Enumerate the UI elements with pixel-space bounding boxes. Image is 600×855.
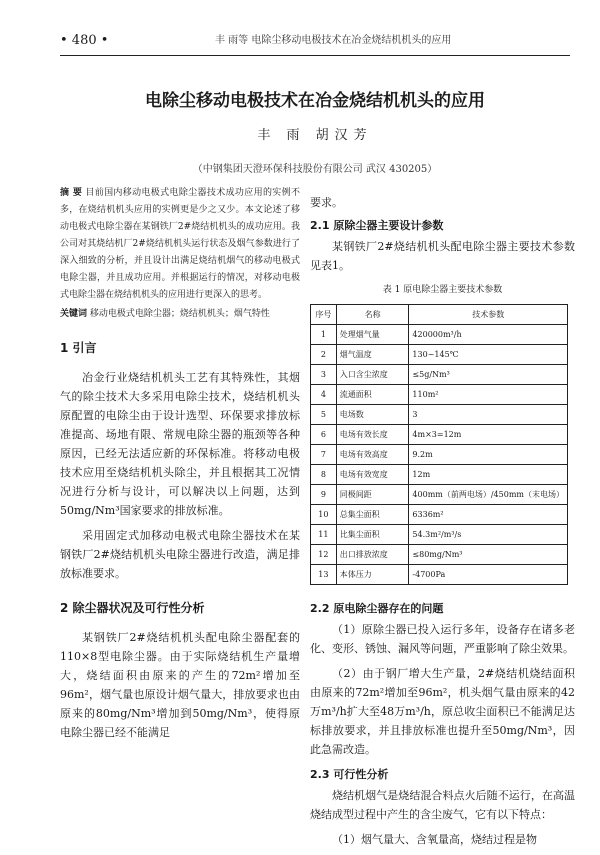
param-name: 入口含尘浓度 <box>336 365 409 385</box>
param-name: 电场有效高度 <box>336 445 409 465</box>
authors: 丰 雨 胡汉芳 <box>257 128 373 143</box>
section-2-3-paragraph-1: 烧结机烟气是烧结混合料点火后随不运行，在高温烧结成型过程中产生的含尘废气，它有以下特点： <box>310 789 575 821</box>
row-number: 3 <box>311 365 337 385</box>
param-name: 同极间距 <box>336 485 409 505</box>
row-number: 10 <box>311 505 337 525</box>
page-number: • 480 • <box>60 33 109 48</box>
table-row <box>311 545 568 565</box>
table-row <box>311 345 568 365</box>
param-value: 3 <box>409 405 568 425</box>
section-2-3-heading: 2.3 可行性分析 <box>310 768 389 781</box>
table-row <box>311 445 568 465</box>
keywords <box>60 306 300 323</box>
param-value: 54.3m²/m³/s <box>409 525 568 545</box>
table-header-cell: 技术参数 <box>409 305 568 325</box>
table-header-cell: 序号 <box>311 305 337 325</box>
param-name: 电场数 <box>336 405 409 425</box>
section-2-1-heading: 2.1 原除尘器主要设计参数 <box>310 219 444 232</box>
param-value: -4700Pa <box>409 565 568 585</box>
param-name: 烟气温度 <box>336 345 409 365</box>
table-header-cell: 名称 <box>336 305 409 325</box>
row-number: 9 <box>311 485 337 505</box>
param-name: 电场有效长度 <box>336 425 409 445</box>
table-row <box>311 565 568 585</box>
table-caption: 表 1 原电除尘器主要技术参数 <box>382 285 503 295</box>
param-name: 电场有效宽度 <box>336 465 409 485</box>
abstract-text: 目前国内移动电极式电除尘器技术成功应用的实例不多，在烧结机机头应用的实例更是少之又少。本文论述了移动电极式电除尘器在某钢铁厂2#烧结机机头的成功应用。我公司对其烧结机厂2#烧结机机头运行状态及烟气参数进行了深入细致的分析，并且设计出满足烧结机烟气的移动电极式电除尘器，并且成功应用。并根据运行的情况，对移动电极式电除尘器在烧结机机头的应用进行更深入的思考。 <box>60 188 300 300</box>
param-name: 总集尘面积 <box>336 505 409 525</box>
keywords-label: 关键词 <box>60 309 88 319</box>
row-number: 2 <box>311 345 337 365</box>
row-number: 1 <box>311 325 337 345</box>
row-number: 6 <box>311 425 337 445</box>
abstract <box>60 185 300 304</box>
param-value: 9.2m <box>409 445 568 465</box>
running-title: 丰 雨等 电除尘移动电极技术在冶金烧结机机头的应用 <box>215 35 452 46</box>
param-value: 400mm（前两电场）/450mm（末电场） <box>409 485 568 505</box>
table-header-row <box>311 305 568 325</box>
param-name: 出口排放浓度 <box>336 545 409 565</box>
section-1-paragraph-2: 采用固定式加移动电极式电除尘器技术在某钢铁厂2#烧结机机头电除尘器进行改造，满足排放标准要求。 <box>60 529 300 580</box>
param-name: 本体压力 <box>336 565 409 585</box>
param-value: 12m <box>409 465 568 485</box>
row-number: 5 <box>311 405 337 425</box>
paper-title: 电除尘移动电极技术在冶金烧结机机头的应用 <box>145 91 485 111</box>
param-value: ≤5g/Nm³ <box>409 365 568 385</box>
section-2-2-paragraph-2: （2）由于钢厂增大生产量，2#烧结机烧结面积由原来的72m²增加至96m²，机头烟气量由原来的42万m³/h扩大至48万m³/h，原总收尘面积已不能满足达标排放要求，并且排放标准也提升至50mg/Nm³，因此急需改造。 <box>310 667 575 756</box>
param-name: 流通面积 <box>336 385 409 405</box>
running-header <box>60 30 570 52</box>
param-value: 130~145℃ <box>409 345 568 365</box>
table-row <box>311 405 568 425</box>
table-row <box>311 365 568 385</box>
param-value: 4m×3=12m <box>409 425 568 445</box>
right-column <box>310 193 575 855</box>
section-2-paragraph-1-continued: 要求。 <box>310 196 343 209</box>
row-number: 11 <box>311 525 337 545</box>
section-2-1-text: 某钢铁厂2#烧结机机头配电除尘器主要技术参数见表1。 <box>310 240 575 272</box>
section-2-2-paragraph-1: （1）原除尘器已投入运行多年，设备存在诸多老化、变形、锈蚀、漏风等问题，严重影响了除尘效果。 <box>310 623 575 655</box>
table-row <box>311 525 568 545</box>
left-column <box>60 185 300 748</box>
row-number: 13 <box>311 565 337 585</box>
param-name: 比集尘面积 <box>336 525 409 545</box>
row-number: 7 <box>311 445 337 465</box>
table-row <box>311 385 568 405</box>
param-name: 处理烟气量 <box>336 325 409 345</box>
table-row <box>311 485 568 505</box>
section-1-heading: 1 引言 <box>60 341 97 355</box>
section-2-3-paragraph-2: （1）烟气量大、含氧量高，烧结过程是物 <box>332 833 537 846</box>
header-rule <box>60 55 570 56</box>
param-value: 420000m³/h <box>409 325 568 345</box>
section-2-heading: 2 除尘器状况及可行性分析 <box>60 601 205 615</box>
row-number: 8 <box>311 465 337 485</box>
keywords-text: 移动电极式电除尘器；烧结机机头；烟气特性 <box>89 309 270 319</box>
param-value: 6336m² <box>409 505 568 525</box>
param-value: ≤80mg/Nm³ <box>409 545 568 565</box>
param-value: 110m² <box>409 385 568 405</box>
table-row <box>311 425 568 445</box>
spec-table <box>310 304 568 585</box>
table-row <box>311 325 568 345</box>
table-row <box>311 505 568 525</box>
section-1-paragraph-1: 冶金行业烧结机机头工艺有其特殊性，其烟气的除尘技术大多采用电除尘技术，烧结机机头原配置的电除尘由于设计选型、环保要求排放标准提高、场地有限、常规电除尘器的瓶颈等各种原因，已经无法适应新的环保标准。将移动电极技术应用至烧结机机头除尘，并且根据其工况情况进行分析与设计，可以解决以上问题，达到50mg/Nm³国家要求的排放标准。 <box>60 371 300 517</box>
row-number: 12 <box>311 545 337 565</box>
row-number: 4 <box>311 385 337 405</box>
section-2-paragraph-1: 某钢铁厂2#烧结机机头配电除尘器配套的110×8型电除尘器。由于实际烧结机生产量增大，烧结面积由原来的产生的72m²增加至96m²，烟气量也原设计烟气量大，排放要求也由原来的80mg/Nm³增加到50mg/Nm³，使得原电除尘器已经不能满足 <box>60 631 300 739</box>
table-body <box>311 325 568 585</box>
affiliation: （中钢集团天澄环保科技股份有限公司 武汉 430205） <box>192 164 438 175</box>
table-row <box>311 465 568 485</box>
abstract-label: 摘 要 <box>60 188 83 198</box>
section-2-2-heading: 2.2 原电除尘器存在的问题 <box>310 602 444 615</box>
